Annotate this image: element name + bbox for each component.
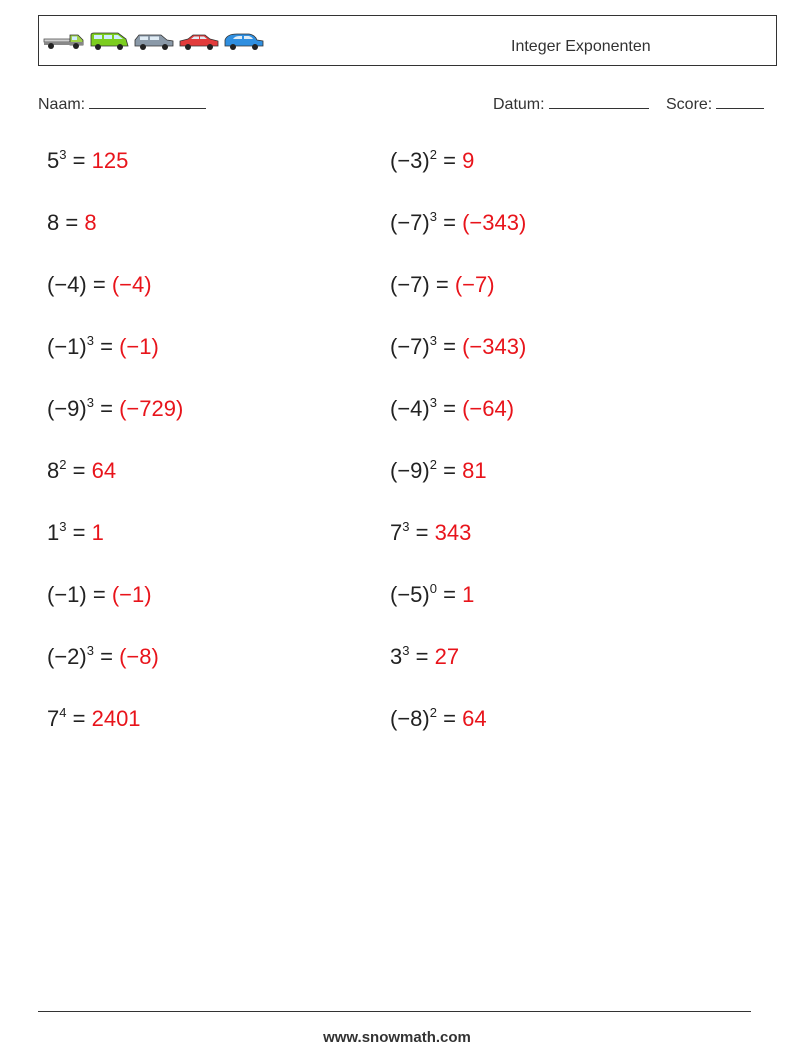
problem-exponent: 2 [429, 457, 437, 472]
problem-base: 5 [47, 148, 60, 173]
problem-exponent: 3 [86, 643, 94, 658]
problem-base: (−4) [47, 272, 87, 297]
equals-sign: = [415, 520, 429, 545]
problem-exponent: 3 [429, 333, 437, 348]
problem-answer: (−8) [119, 644, 159, 669]
problem-exponent: 0 [429, 581, 437, 596]
problem-base: 8 [47, 210, 60, 235]
problem-exponent: 3 [86, 333, 94, 348]
equals-sign: = [100, 396, 113, 421]
problem-row [390, 334, 526, 360]
problem-row [390, 582, 474, 608]
equals-sign: = [443, 210, 456, 235]
problem-base: (−7) [390, 210, 430, 235]
problem-answer: 343 [434, 520, 472, 545]
date-field[interactable] [493, 94, 649, 114]
problem-row [47, 706, 141, 732]
problem-answer: (−7) [454, 272, 495, 297]
name-line[interactable] [89, 94, 206, 109]
problem-row [47, 458, 116, 484]
problem-row [390, 148, 474, 174]
problem-exponent: 4 [59, 705, 67, 720]
problem-row [47, 396, 183, 422]
problem-base: (−1) [47, 334, 87, 359]
problem-exponent: 2 [429, 705, 437, 720]
date-line[interactable] [549, 94, 649, 109]
equals-sign: = [72, 520, 86, 545]
problem-row [47, 644, 159, 670]
problem-base: (−7) [390, 334, 430, 359]
problem-row [47, 582, 152, 608]
problem-exponent: 3 [86, 395, 94, 410]
problem-answer: 1 [462, 582, 475, 607]
score-field[interactable] [666, 94, 764, 114]
problem-base: (−8) [390, 706, 430, 731]
problem-base: (−3) [390, 148, 430, 173]
problem-row [390, 210, 526, 236]
problem-base: 8 [47, 458, 60, 483]
problem-base: (−9) [390, 458, 430, 483]
problem-exponent: 3 [402, 643, 410, 658]
problem-exponent: 3 [59, 147, 67, 162]
problem-row [47, 272, 152, 298]
problem-exponent: 2 [429, 147, 437, 162]
problem-row [47, 334, 159, 360]
score-line[interactable] [716, 94, 764, 109]
problem-answer: (−729) [119, 396, 184, 421]
problem-base: (−5) [390, 582, 430, 607]
problem-row [390, 520, 471, 546]
footer-divider [38, 1011, 751, 1012]
problem-answer: (−64) [462, 396, 515, 421]
date-label: Datum: [493, 96, 545, 113]
problem-row [390, 458, 487, 484]
problem-answer: 64 [91, 458, 117, 483]
problem-answer: (−4) [111, 272, 152, 297]
problem-base: (−2) [47, 644, 87, 669]
problem-row [47, 148, 128, 174]
problem-base: (−7) [390, 272, 430, 297]
name-label: Naam: [38, 96, 86, 113]
problem-answer: 8 [84, 210, 97, 235]
equals-sign: = [72, 148, 86, 173]
equals-sign: = [443, 334, 456, 359]
score-label: Score: [666, 96, 713, 113]
problem-exponent: 3 [59, 519, 67, 534]
problem-base: (−4) [390, 396, 430, 421]
problem-row [390, 396, 514, 422]
problem-row [390, 644, 459, 670]
problem-answer: 2401 [91, 706, 141, 731]
problem-answer: 81 [462, 458, 487, 483]
equals-sign: = [92, 582, 106, 607]
problem-answer: (−343) [462, 334, 527, 359]
problem-answer: 125 [91, 148, 129, 173]
problem-row [390, 706, 487, 732]
sedan-icon [178, 30, 220, 52]
problem-base: 1 [47, 520, 60, 545]
problem-exponent: 3 [402, 519, 410, 534]
equals-sign: = [443, 582, 456, 607]
problem-row [390, 272, 495, 298]
problem-base: (−1) [47, 582, 87, 607]
header-box [38, 15, 777, 66]
problem-exponent: 2 [59, 457, 67, 472]
equals-sign: = [435, 272, 449, 297]
equals-sign: = [443, 396, 456, 421]
name-field[interactable] [38, 94, 206, 114]
station-wagon-icon [133, 30, 175, 52]
problem-row [47, 520, 104, 546]
problem-base: 3 [390, 644, 403, 669]
equals-sign: = [72, 458, 86, 483]
pickup-truck-icon [43, 30, 85, 52]
equals-sign: = [65, 210, 79, 235]
equals-sign: = [443, 148, 456, 173]
equals-sign: = [72, 706, 86, 731]
equals-sign: = [100, 644, 113, 669]
equals-sign: = [92, 272, 106, 297]
problem-row [47, 210, 97, 236]
worksheet-title: Integer Exponenten [511, 38, 651, 55]
problem-base: 7 [390, 520, 403, 545]
problem-answer: 1 [91, 520, 104, 545]
problem-base: (−9) [47, 396, 87, 421]
footer-site: www.snowmath.com [323, 1029, 471, 1046]
equals-sign: = [443, 706, 456, 731]
car-icons [43, 30, 265, 52]
problem-answer: (−343) [462, 210, 527, 235]
problem-base: 7 [47, 706, 60, 731]
equals-sign: = [443, 458, 456, 483]
problem-answer: 9 [462, 148, 475, 173]
problem-answer: 27 [434, 644, 460, 669]
problem-answer: (−1) [111, 582, 152, 607]
problem-exponent: 3 [429, 395, 437, 410]
problem-answer: (−1) [119, 334, 159, 359]
problem-answer: 64 [462, 706, 487, 731]
van-icon [88, 30, 130, 52]
hatchback-icon [223, 30, 265, 52]
problem-exponent: 3 [429, 209, 437, 224]
equals-sign: = [415, 644, 429, 669]
equals-sign: = [100, 334, 113, 359]
